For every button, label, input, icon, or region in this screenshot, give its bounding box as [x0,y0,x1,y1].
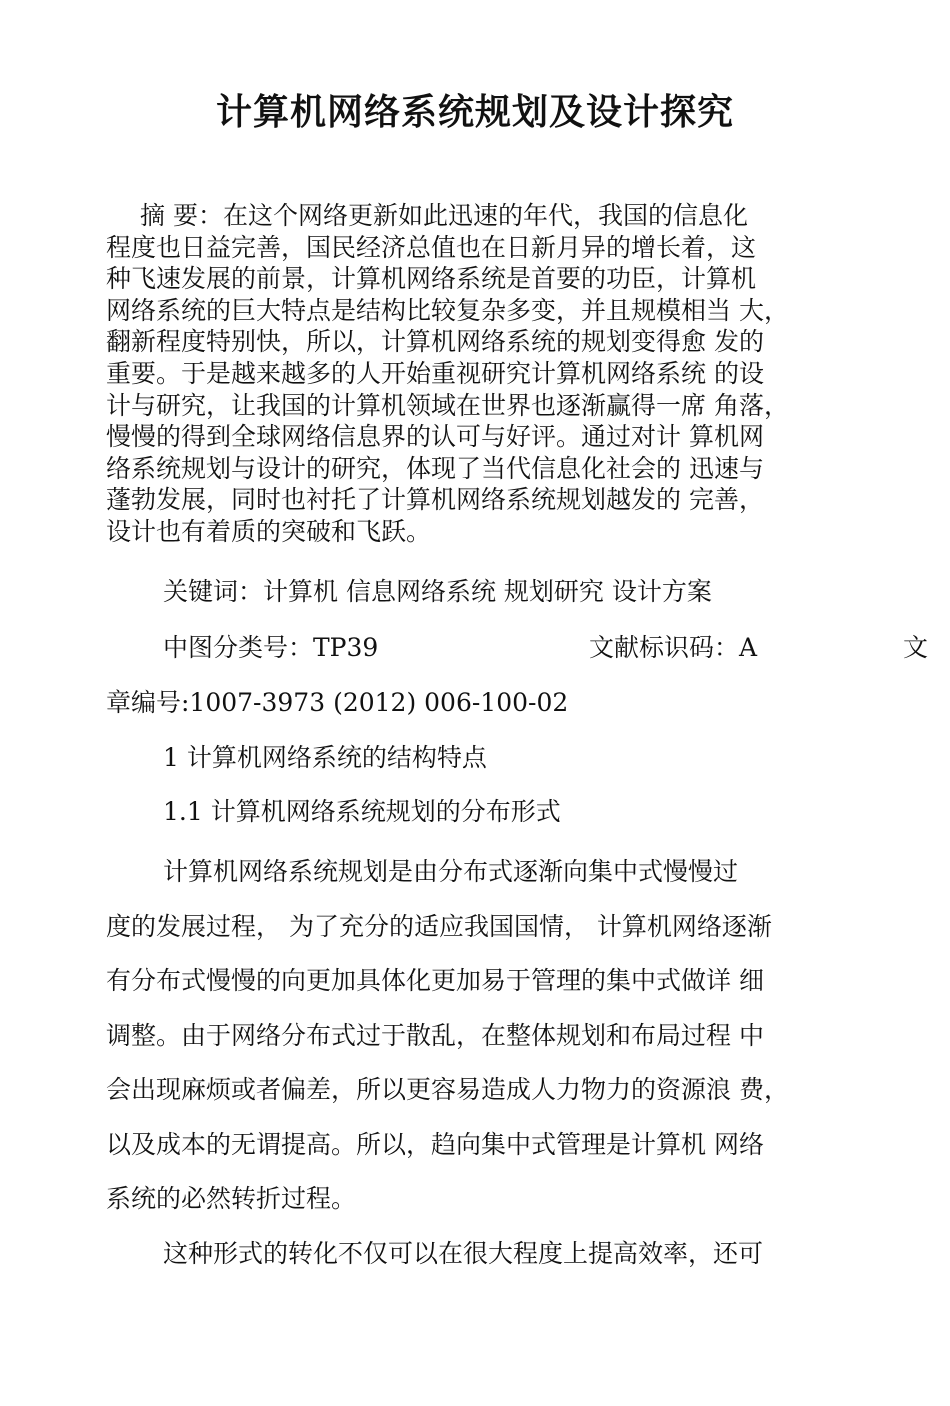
abstract-line: 翻新程度特别快，所以，计算机网络系统的规划变得愈 发的 [106,327,764,357]
abstract-line: 设计也有着质的突破和飞跃。 [106,516,432,546]
abstract-line: 计与研究，让我国的计算机领域在世界也逐渐赢得一席 角落， [106,390,789,420]
section-heading-1-1: 1.1 计算机网络系统规划的分布形式 [163,797,561,826]
article-number-prefix: 文 [903,633,929,662]
body-line: 会出现麻烦或者偏差，所以更容易造成人力物力的资源浪 费， [106,1075,789,1104]
body-line: 以及成本的无谓提高。所以，趋向集中式管理是计算机 网络 [106,1129,764,1159]
body-paragraph [106,845,851,1281]
classification-line [106,628,929,664]
body-line: 计算机网络系统规划是由分布式逐渐向集中式慢慢过 [163,857,739,886]
keywords-line: 关键词：计算机 信息网络系统 规划研究 设计方案 [163,577,712,606]
abstract-line: 种飞速发展的前景，计算机网络系统是首要的功臣，计算机 [106,264,757,294]
abstract-line: 重要。于是越来越多的人开始重视研究计算机网络系统 的设 [106,358,764,388]
abstract-paragraph [106,200,851,548]
body-line: 这种形式的转化不仅可以在很大程度上提高效率，还可 [163,1238,764,1268]
abstract-line: 摘 要：在这个网络更新如此迅速的年代，我国的信息化 [140,201,748,230]
abstract-line: 络系统规划与设计的研究，体现了当代信息化社会的 迅速与 [106,453,764,483]
body-line: 调整。由于网络分布式过于散乱，在整体规划和布局过程 中 [106,1020,764,1050]
abstract-line: 网络系统的巨大特点是结构比较复杂多变，并且规模相当 大， [106,295,789,325]
abstract-line: 程度也日益完善，国民经济总值也在日新月异的增长着，这 [106,232,757,262]
section-heading-1: 1 计算机网络系统的结构特点 [163,743,487,772]
article-number: 章编号:1007-3973 (2012) 006-100-02 [106,688,569,717]
abstract-line: 蓬勃发展，同时也衬托了计算机网络系统规划越发的 完善， [106,485,764,515]
body-line: 度的发展过程， 为了充分的适应我国国情， 计算机网络逐渐 [106,911,772,941]
document-code: 文献标识码：A [589,633,758,662]
document-title: 计算机网络系统规划及设计探究 [215,92,734,133]
body-line: 系统的必然转折过程。 [106,1184,357,1213]
abstract-line: 慢慢的得到全球网络信息界的认可与好评。通过对计 算机网 [106,422,764,452]
clc-number: 中图分类号：TP39 [163,633,379,662]
body-line: 有分布式慢慢的向更加具体化更加易于管理的集中式做详 细 [106,966,764,995]
